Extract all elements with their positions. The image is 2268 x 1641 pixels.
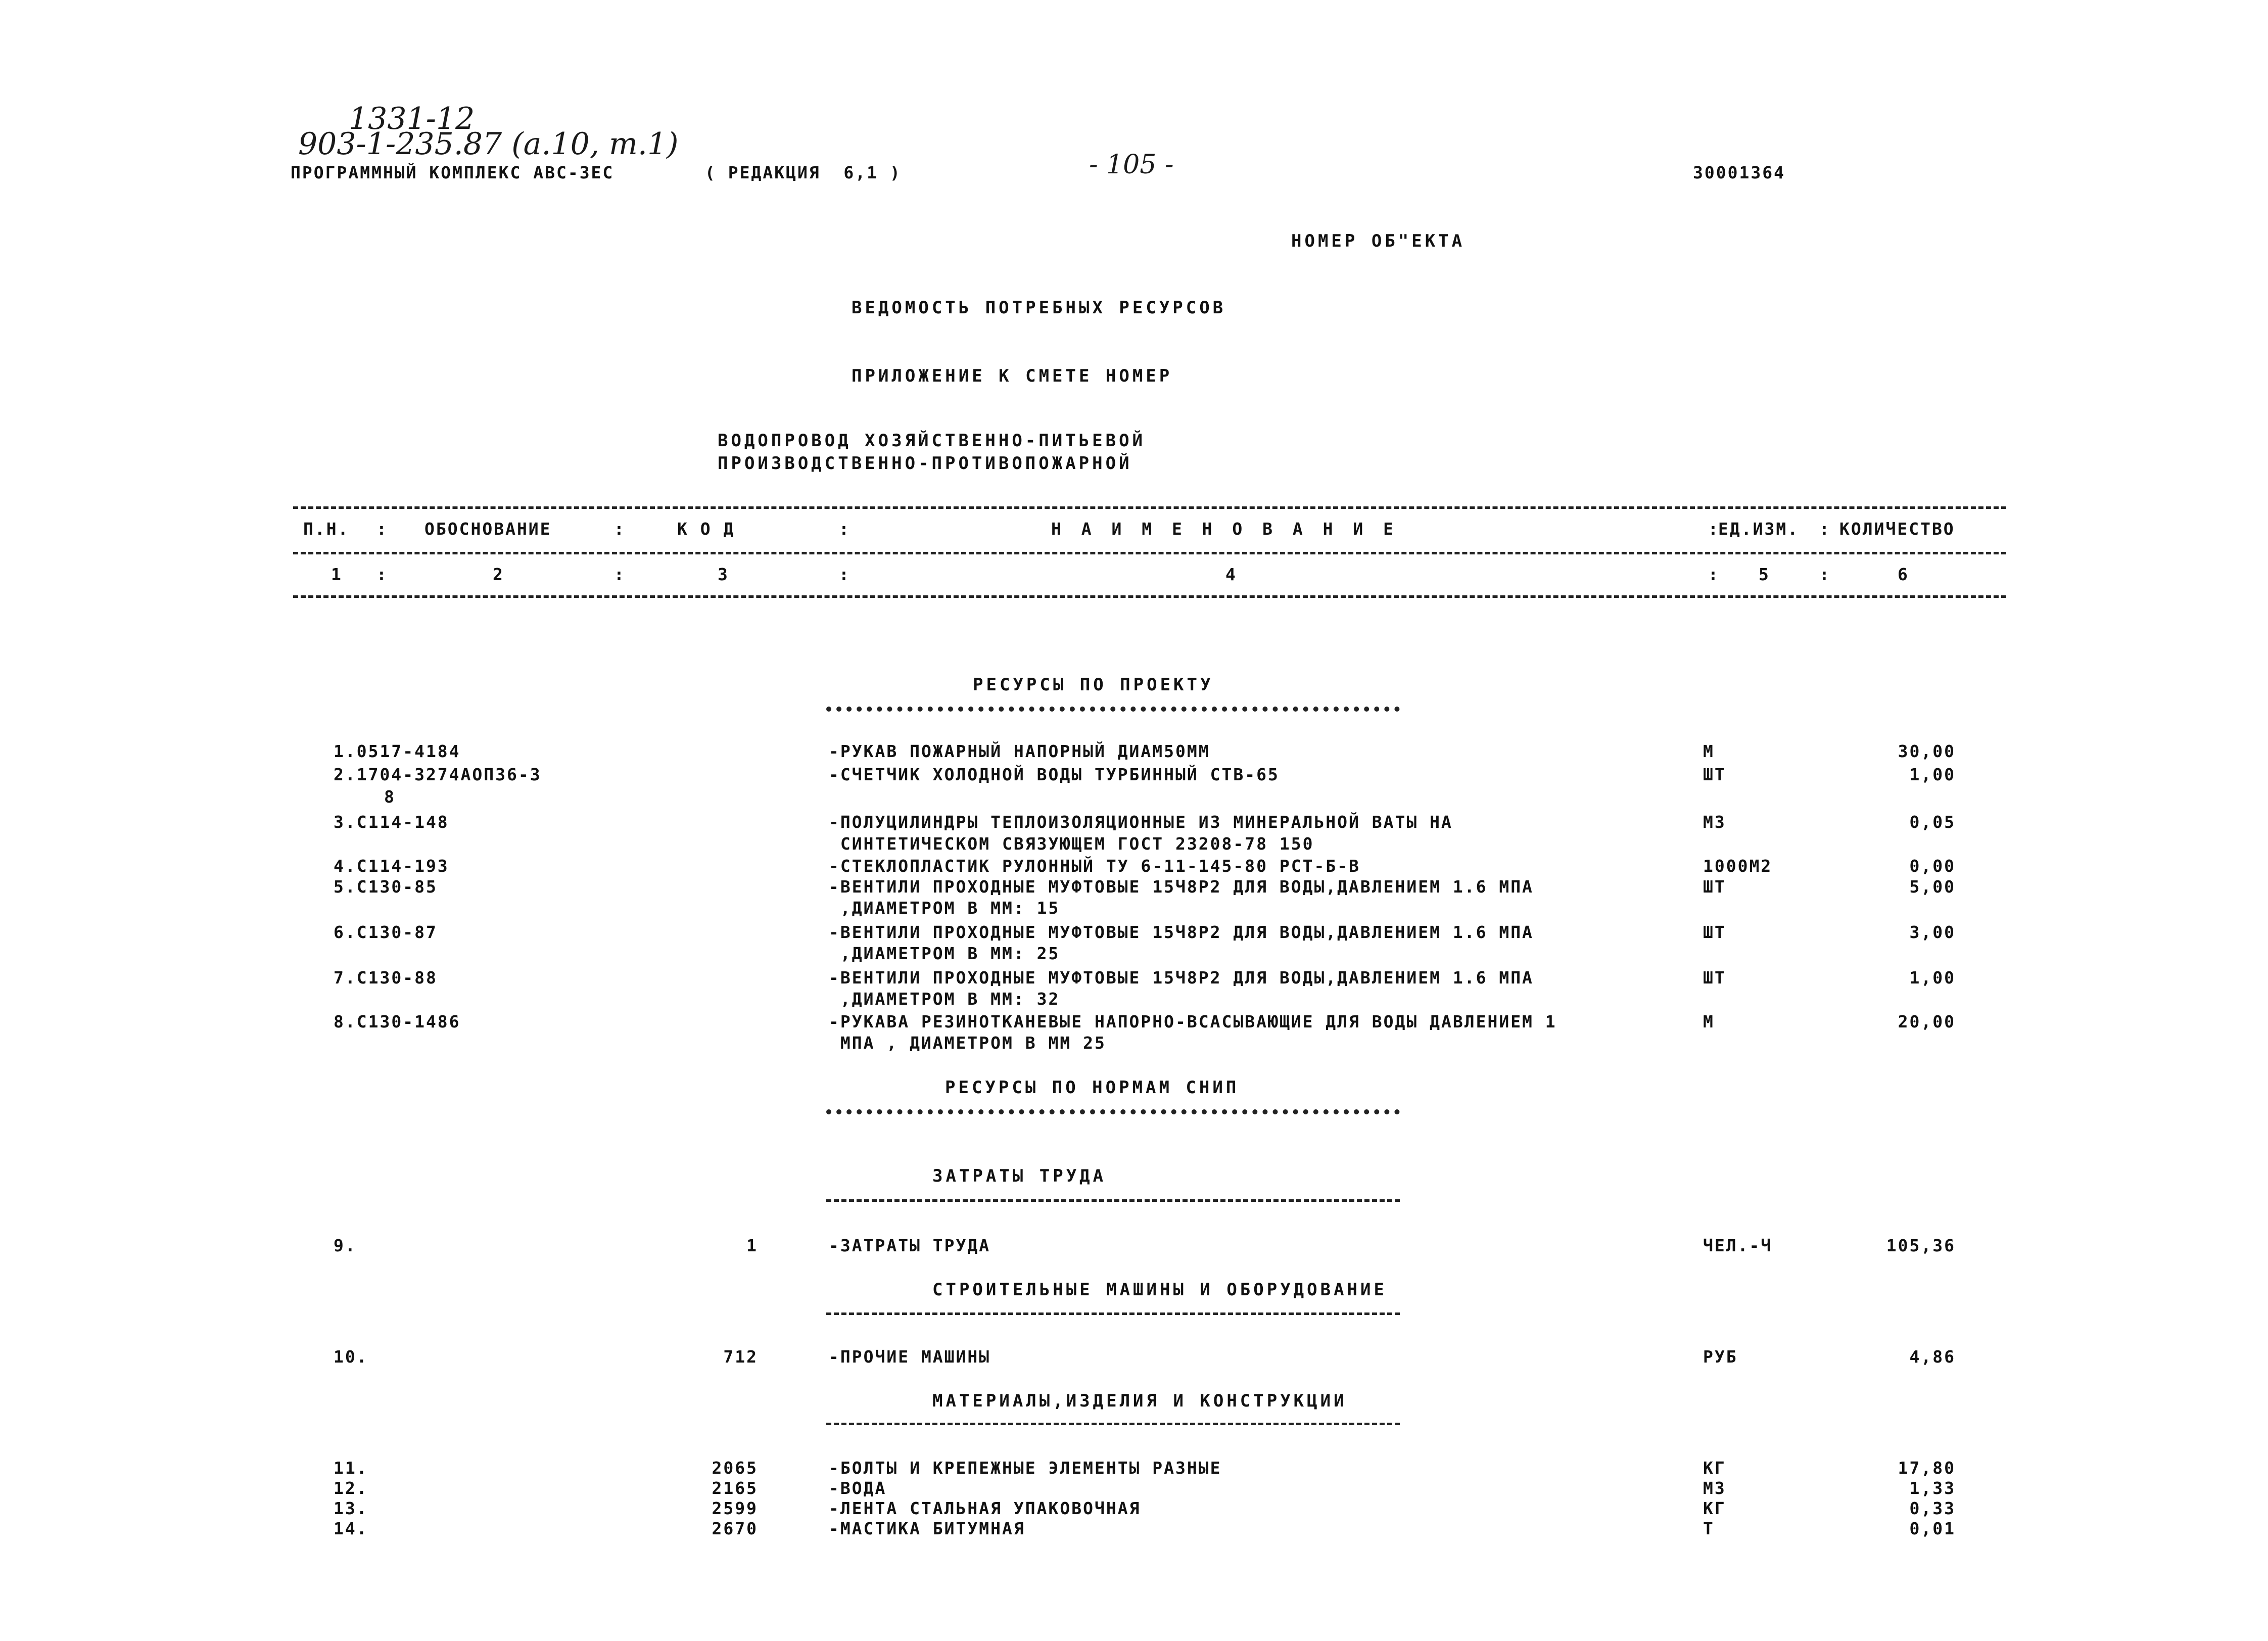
table-row bbox=[0, 969, 2268, 992]
row-unit: КГ bbox=[1703, 1458, 1726, 1478]
row-unit: М3 bbox=[1703, 1478, 1726, 1498]
table-row bbox=[0, 743, 2268, 765]
col-sep: : bbox=[1708, 565, 1720, 584]
table-row-continuation bbox=[0, 788, 2268, 811]
table-row bbox=[0, 1348, 2268, 1371]
edition-label: ( РЕДАКЦИЯ 6,1 ) bbox=[705, 163, 902, 182]
page-title: ВЕДОМОСТЬ ПОТРЕБНЫХ РЕСУРСОВ bbox=[852, 298, 1226, 318]
row-qty: 17,80 bbox=[1898, 1458, 1956, 1478]
row-number: 4.С114-193 bbox=[334, 856, 449, 876]
row-name: -МАСТИКА БИТУМНАЯ bbox=[829, 1519, 1025, 1538]
table-row bbox=[0, 1013, 2268, 1036]
row-qty: 30,00 bbox=[1898, 741, 1956, 761]
table-row bbox=[0, 814, 2268, 836]
row-unit: М3 bbox=[1703, 812, 1726, 832]
row-code: 2065 bbox=[712, 1458, 758, 1478]
table-border-top bbox=[293, 506, 2006, 509]
row-qty: 0,05 bbox=[1909, 812, 1956, 832]
col-header-basis: ОБОСНОВАНИЕ bbox=[424, 519, 552, 539]
row-number: 7.С130-88 bbox=[334, 968, 438, 988]
table-row-continuation bbox=[0, 1035, 2268, 1057]
row-number: 9. bbox=[334, 1236, 357, 1255]
section-project-underline bbox=[826, 707, 1400, 712]
col-sep: : bbox=[839, 519, 850, 539]
document-id: 30001364 bbox=[1693, 163, 1785, 182]
col-sep: : bbox=[1708, 519, 1720, 539]
col-header-unit: ЕД.ИЗМ. bbox=[1718, 519, 1800, 539]
row-number: 1.0517-4184 bbox=[334, 741, 461, 761]
row-name: -ВЕНТИЛИ ПРОХОДНЫЕ МУФТОВЫЕ 15Ч8Р2 ДЛЯ ВОДЫ,ДАВЛЕНИЕМ 1.6 МПА bbox=[829, 922, 1534, 942]
col-sep: : bbox=[614, 565, 626, 584]
row-unit: ЧЕЛ.-Ч bbox=[1703, 1236, 1773, 1255]
table-border-bottom bbox=[293, 595, 2006, 598]
object-number-label: НОМЕР ОБ"ЕКТА bbox=[1291, 231, 1466, 251]
col-header-qty: КОЛИЧЕСТВО bbox=[1839, 519, 1955, 539]
row-qty: 0,00 bbox=[1909, 856, 1956, 876]
section-norms-title: РЕСУРСЫ ПО НОРМАМ СНИП bbox=[945, 1077, 1240, 1098]
col-sep: : bbox=[1819, 565, 1831, 584]
row-name: -СТЕКЛОПЛАСТИК РУЛОННЫЙ ТУ 6-11-145-80 РСТ-Б-В bbox=[829, 856, 1360, 876]
table-row bbox=[0, 1520, 2268, 1542]
section-materials-title: МАТЕРИАЛЫ,ИЗДЕЛИЯ И КОНСТРУКЦИИ bbox=[932, 1391, 1347, 1411]
row-qty: 105,36 bbox=[1886, 1236, 1956, 1255]
row-number: 12. bbox=[334, 1478, 368, 1498]
row-qty: 4,86 bbox=[1909, 1347, 1956, 1367]
subject-line2: ПРОИЗВОДСТВЕННО-ПРОТИВОПОЖАРНОЙ bbox=[718, 453, 1132, 474]
row-qty: 1,00 bbox=[1909, 968, 1956, 988]
row-name: -РУКАВА РЕЗИНОТКАНЕВЫЕ НАПОРНО-ВСАСЫВАЮЩИЕ ДЛЯ ВОДЫ ДАВЛЕНИЕМ 1 bbox=[829, 1012, 1557, 1032]
row-number: 3.С114-148 bbox=[334, 812, 449, 832]
table-row bbox=[0, 924, 2268, 946]
row-unit: РУБ bbox=[1703, 1347, 1738, 1367]
table-row-continuation bbox=[0, 835, 2268, 858]
table-row bbox=[0, 1237, 2268, 1259]
row-name: -РУКАВ ПОЖАРНЫЙ НАПОРНЫЙ ДИАМ50ММ bbox=[829, 741, 1210, 761]
row-number-continuation: 8 bbox=[384, 787, 396, 807]
table-row bbox=[0, 878, 2268, 901]
col-num-6: 6 bbox=[1898, 565, 1909, 584]
col-header-pn: П.Н. bbox=[303, 519, 350, 539]
table-border-mid bbox=[293, 552, 2006, 554]
table-row-continuation bbox=[0, 900, 2268, 922]
row-qty: 3,00 bbox=[1909, 922, 1956, 942]
col-num-2: 2 bbox=[493, 565, 504, 584]
row-number: 2.1704-3274АОП36-3 bbox=[334, 765, 542, 784]
row-unit: М bbox=[1703, 1012, 1715, 1032]
col-num-4: 4 bbox=[1225, 565, 1237, 584]
table-header-row bbox=[0, 521, 2268, 543]
table-number-row bbox=[0, 566, 2268, 588]
section-machines-underline bbox=[826, 1312, 1400, 1315]
row-unit: ШТ bbox=[1703, 922, 1726, 942]
handwritten-stamp-line1: 1331-12 bbox=[349, 101, 475, 136]
section-labor-title: ЗАТРАТЫ ТРУДА bbox=[932, 1166, 1107, 1186]
section-materials-underline bbox=[826, 1423, 1400, 1425]
row-name-continuation: ,ДИАМЕТРОМ В ММ: 15 bbox=[829, 898, 1060, 918]
row-code: 1 bbox=[746, 1236, 758, 1255]
row-name: -БОЛТЫ И КРЕПЕЖНЫЕ ЭЛЕМЕНТЫ РАЗНЫЕ bbox=[829, 1458, 1222, 1478]
row-unit: ШТ bbox=[1703, 765, 1726, 784]
row-number: 11. bbox=[334, 1458, 368, 1478]
col-num-1: 1 bbox=[331, 565, 343, 584]
row-name-continuation: ,ДИАМЕТРОМ В ММ: 32 bbox=[829, 989, 1060, 1009]
appendix-label: ПРИЛОЖЕНИЕ К СМЕТЕ НОМЕР bbox=[852, 366, 1173, 386]
section-project-title: РЕСУРСЫ ПО ПРОЕКТУ bbox=[973, 675, 1214, 695]
row-name: -ВОДА bbox=[829, 1478, 887, 1498]
row-unit: ШТ bbox=[1703, 968, 1726, 988]
col-num-3: 3 bbox=[718, 565, 729, 584]
table-row bbox=[0, 766, 2268, 788]
row-name: -СЧЕТЧИК ХОЛОДНОЙ ВОДЫ ТУРБИННЫЙ СТВ-65 bbox=[829, 765, 1280, 784]
row-unit: Т bbox=[1703, 1519, 1715, 1538]
row-qty: 1,00 bbox=[1909, 765, 1956, 784]
col-header-name: Н А И М Е Н О В А Н И Е bbox=[1051, 519, 1398, 539]
row-name: -ПРОЧИЕ МАШИНЫ bbox=[829, 1347, 991, 1367]
col-sep: : bbox=[1819, 519, 1831, 539]
row-number: 8.С130-1486 bbox=[334, 1012, 461, 1032]
row-code: 2165 bbox=[712, 1478, 758, 1498]
row-number: 13. bbox=[334, 1498, 368, 1518]
handwritten-stamp-line2: 903-1-235.87 (а.10, т.1) bbox=[298, 126, 679, 162]
row-code: 2599 bbox=[712, 1498, 758, 1518]
row-name-continuation: МПА , ДИАМЕТРОМ В ММ 25 bbox=[829, 1033, 1106, 1053]
row-number: 10. bbox=[334, 1347, 368, 1367]
row-qty: 20,00 bbox=[1898, 1012, 1956, 1032]
col-sep: : bbox=[376, 565, 388, 584]
row-name: -ВЕНТИЛИ ПРОХОДНЫЕ МУФТОВЫЕ 15Ч8Р2 ДЛЯ ВОДЫ,ДАВЛЕНИЕМ 1.6 МПА bbox=[829, 968, 1534, 988]
row-number: 14. bbox=[334, 1519, 368, 1538]
row-name: -ЛЕНТА СТАЛЬНАЯ УПАКОВОЧНАЯ bbox=[829, 1498, 1141, 1518]
row-name: -ЗАТРАТЫ ТРУДА bbox=[829, 1236, 991, 1255]
row-number: 6.С130-87 bbox=[334, 922, 438, 942]
row-unit: 1000М2 bbox=[1703, 856, 1773, 876]
row-qty: 5,00 bbox=[1909, 877, 1956, 897]
col-num-5: 5 bbox=[1759, 565, 1770, 584]
row-unit: М bbox=[1703, 741, 1715, 761]
page-number: - 105 - bbox=[1089, 150, 1174, 180]
section-machines-title: СТРОИТЕЛЬНЫЕ МАШИНЫ И ОБОРУДОВАНИЕ bbox=[932, 1280, 1387, 1300]
table-row-continuation bbox=[0, 991, 2268, 1013]
row-name-continuation: ,ДИАМЕТРОМ В ММ: 25 bbox=[829, 944, 1060, 963]
col-sep: : bbox=[376, 519, 388, 539]
section-norms-underline bbox=[826, 1109, 1400, 1114]
row-unit: КГ bbox=[1703, 1498, 1726, 1518]
col-header-code: К О Д bbox=[677, 519, 735, 539]
row-name: -ВЕНТИЛИ ПРОХОДНЫЕ МУФТОВЫЕ 15Ч8Р2 ДЛЯ ВОДЫ,ДАВЛЕНИЕМ 1.6 МПА bbox=[829, 877, 1534, 897]
program-name: ПРОГРАММНЫЙ КОМПЛЕКС АВС-3ЕС bbox=[291, 163, 615, 182]
subject-line1: ВОДОПРОВОД ХОЗЯЙСТВЕННО-ПИТЬЕВОЙ bbox=[718, 431, 1146, 451]
col-sep: : bbox=[839, 565, 850, 584]
row-qty: 1,33 bbox=[1909, 1478, 1956, 1498]
table-row-continuation bbox=[0, 945, 2268, 967]
row-qty: 0,01 bbox=[1909, 1519, 1956, 1538]
row-name-continuation: СИНТЕТИЧЕСКОМ СВЯЗУЮЩЕМ ГОСТ 23208-78 150 bbox=[829, 834, 1314, 854]
section-labor-underline bbox=[826, 1199, 1400, 1202]
col-sep: : bbox=[614, 519, 626, 539]
row-unit: ШТ bbox=[1703, 877, 1726, 897]
row-qty: 0,33 bbox=[1909, 1498, 1956, 1518]
row-name: -ПОЛУЦИЛИНДРЫ ТЕПЛОИЗОЛЯЦИОННЫЕ ИЗ МИНЕРАЛЬНОЙ ВАТЫ НА bbox=[829, 812, 1453, 832]
row-code: 712 bbox=[723, 1347, 758, 1367]
row-code: 2670 bbox=[712, 1519, 758, 1538]
row-number: 5.С130-85 bbox=[334, 877, 438, 897]
